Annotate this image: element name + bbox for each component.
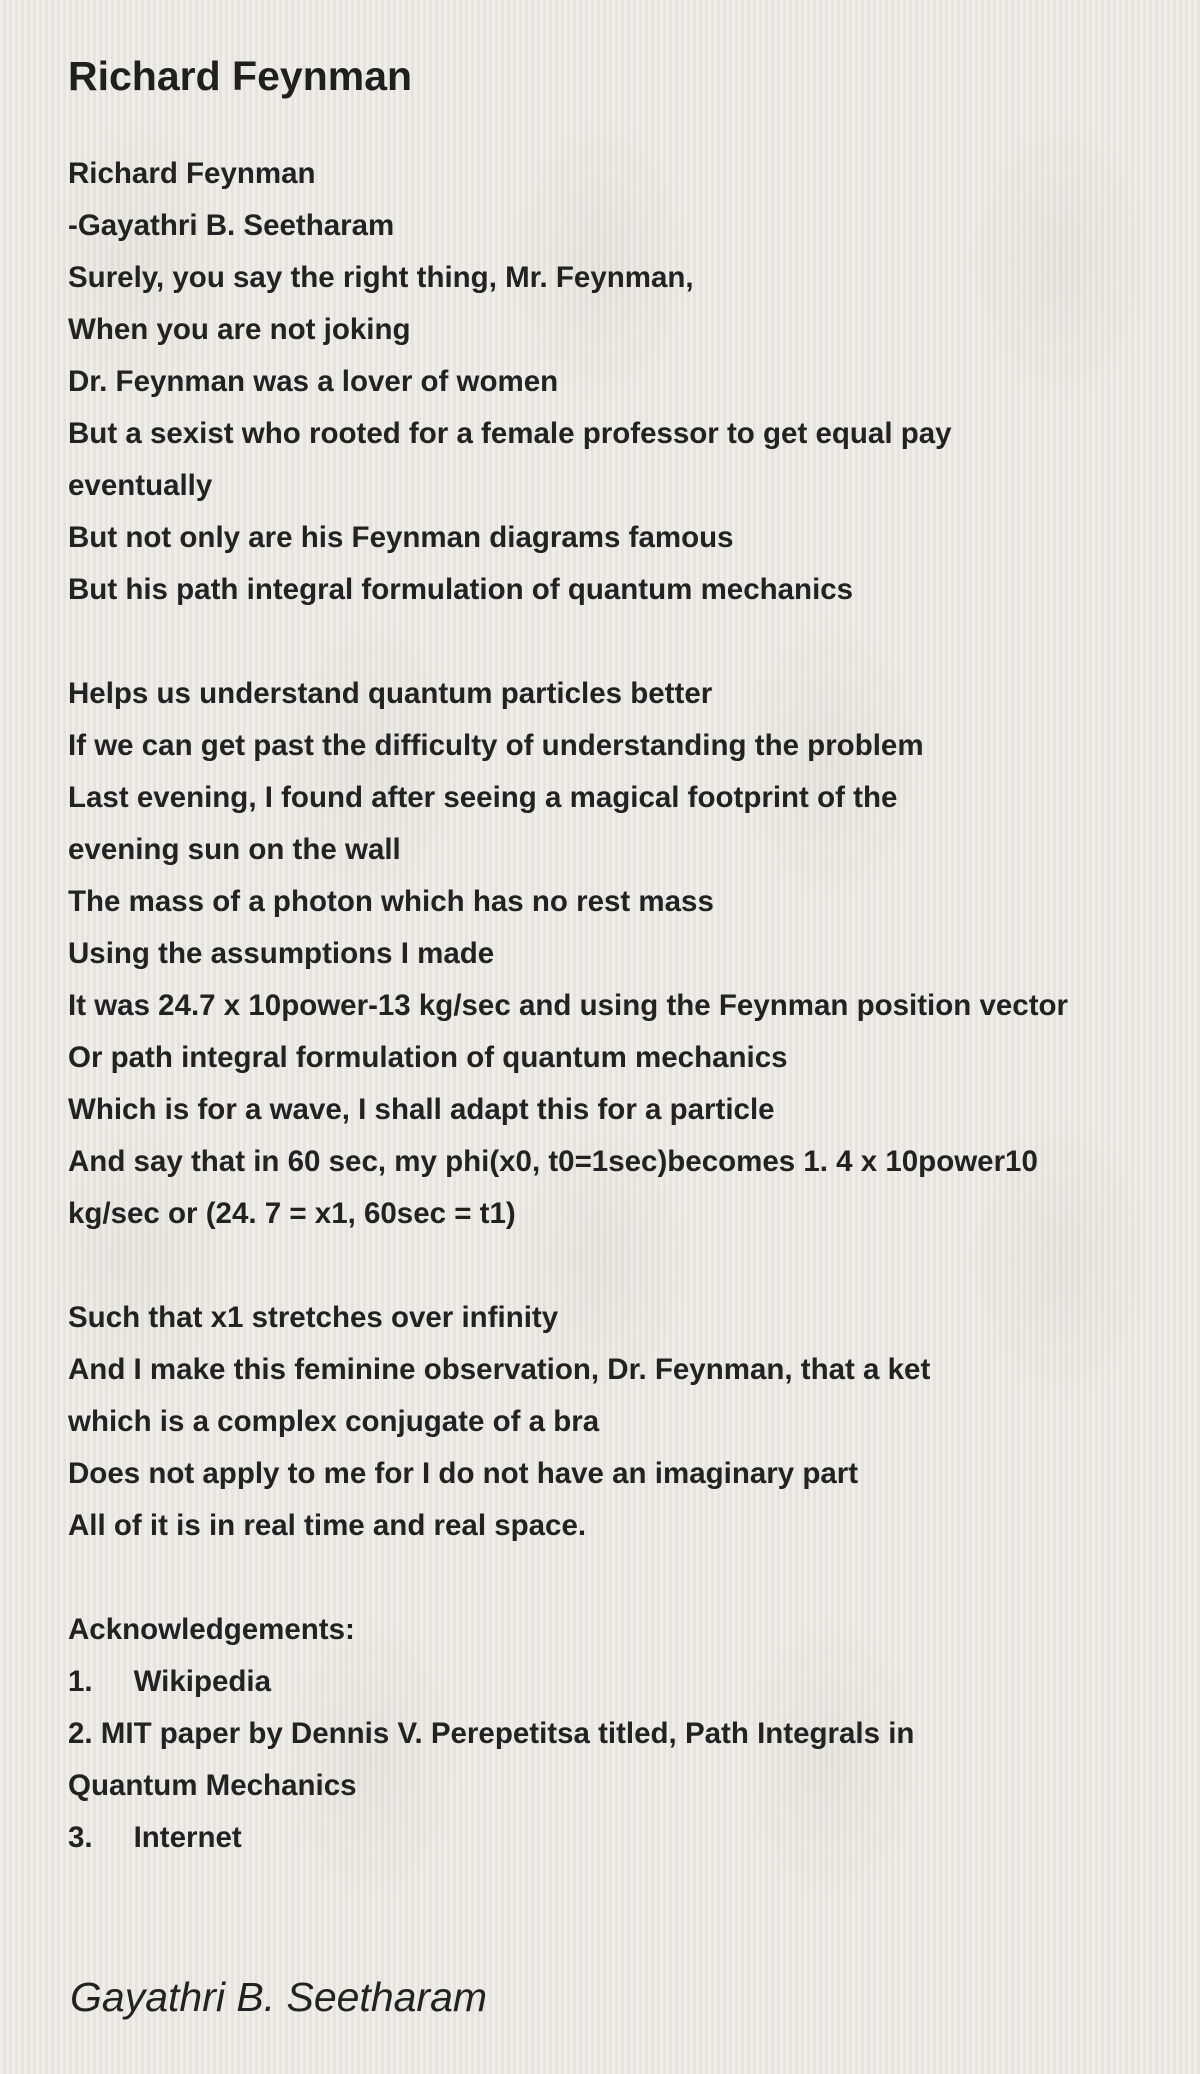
- poem-line: But a sexist who rooted for a female professor to get equal pay: [68, 417, 952, 450]
- poem-line: Surely, you say the right thing, Mr. Feynman,: [68, 261, 694, 294]
- poem-line: Or path integral formulation of quantum mechanics: [68, 1041, 788, 1074]
- poem-line: evening sun on the wall: [68, 833, 401, 866]
- poem-line: It was 24.7 x 10power-13 kg/sec and using the Feynman position vector: [68, 989, 1069, 1022]
- poem-line: which is a complex conjugate of a bra: [68, 1405, 600, 1438]
- stanza-break: [68, 1552, 1188, 1604]
- poem-line: But not only are his Feynman diagrams famous: [68, 521, 734, 554]
- poem-line: Last evening, I found after seeing a magical footprint of the: [68, 781, 898, 814]
- poem-line: Such that x1 stretches over infinity: [68, 1301, 559, 1334]
- poem-line: Which is for a wave, I shall adapt this for a particle: [68, 1093, 775, 1126]
- poem-author: Gayathri B. Seetharam: [70, 1974, 488, 2020]
- poem-line: Dr. Feynman was a lover of women: [68, 365, 559, 398]
- acknowledgement-item: 3. Internet: [68, 1821, 242, 1854]
- poem-line: Using the assumptions I made: [68, 937, 495, 970]
- stanza-break: [68, 1240, 1188, 1292]
- poem-line: All of it is in real time and real space.: [68, 1509, 587, 1542]
- acknowledgement-item: 1. Wikipedia: [68, 1665, 272, 1698]
- acknowledgement-item: Quantum Mechanics: [68, 1769, 357, 1802]
- poem-line: The mass of a photon which has no rest mass: [68, 885, 714, 918]
- poem-body: [68, 148, 1188, 1864]
- poem-line: If we can get past the difficulty of understanding the problem: [68, 729, 924, 762]
- poem-line: And I make this feminine observation, Dr. Feynman, that a ket: [68, 1353, 931, 1386]
- poem-line: And say that in 60 sec, my phi(x0, t0=1sec)becomes 1. 4 x 10power10: [68, 1145, 1038, 1178]
- acknowledgement-item: 2. MIT paper by Dennis V. Perepetitsa titled, Path Integrals in: [68, 1717, 915, 1750]
- poem-line: Helps us understand quantum particles better: [68, 677, 713, 710]
- poem-line: kg/sec or (24. 7 = x1, 60sec = t1): [68, 1197, 516, 1230]
- poem-title: Richard Feynman: [68, 53, 413, 99]
- poem-line: Does not apply to me for I do not have an imaginary part: [68, 1457, 859, 1490]
- stanza-break: [68, 616, 1188, 668]
- poem-line: eventually: [68, 469, 213, 502]
- poem-line: When you are not joking: [68, 313, 411, 346]
- poem-line: -Gayathri B. Seetharam: [68, 209, 395, 242]
- poem-line: But his path integral formulation of quantum mechanics: [68, 573, 854, 606]
- acknowledgements-heading: Acknowledgements:: [68, 1613, 355, 1646]
- poem-line: Richard Feynman: [68, 157, 316, 190]
